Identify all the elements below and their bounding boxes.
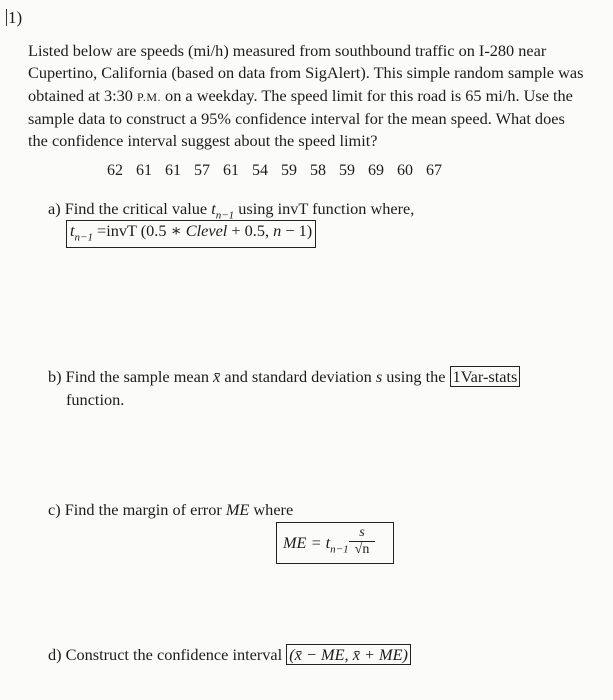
question-number: 1) <box>8 8 23 27</box>
part-d-text: d) Construct the confidence interval (x̄ − ME, x̄ + ME) <box>48 645 411 665</box>
part-c-text: c) Find the margin of error ME where <box>48 500 294 519</box>
part-a-formula: $t_{n-1}$ =invT (0.5 ∗ Clevel + 0.5, n − 1) <box>66 220 316 248</box>
confidence-interval-box: (x̄ − ME, x̄ + ME) <box>286 644 411 665</box>
part-a-text: a) Find the critical value $t_{n-1}$ using invT function where, <box>48 199 415 222</box>
speed-data: 62 61 61 57 61 54 59 58 59 69 60 67 <box>107 162 442 179</box>
margin-error-formula: ME = $t_{n-1}$ s √n <box>276 522 394 564</box>
onevar-stats-box: 1Var-stats <box>450 366 521 387</box>
part-b-text: b) Find the sample mean x̄ and standard deviation s using the 1Var-stats function. <box>48 365 578 411</box>
question-intro: Listed below are speeds (mi/h) measured from southbound traffic on I-280 near Cupertino, California (based on data from SigAlert). This simple random sample was obtained at 3:30 P.M. on a weekday. The speed limit for this road is 65 mi/h. Use the sample data to construct a 95% confidence interval for the mean speed. What does the confidence interval suggest about the speed limit? <box>28 41 584 151</box>
